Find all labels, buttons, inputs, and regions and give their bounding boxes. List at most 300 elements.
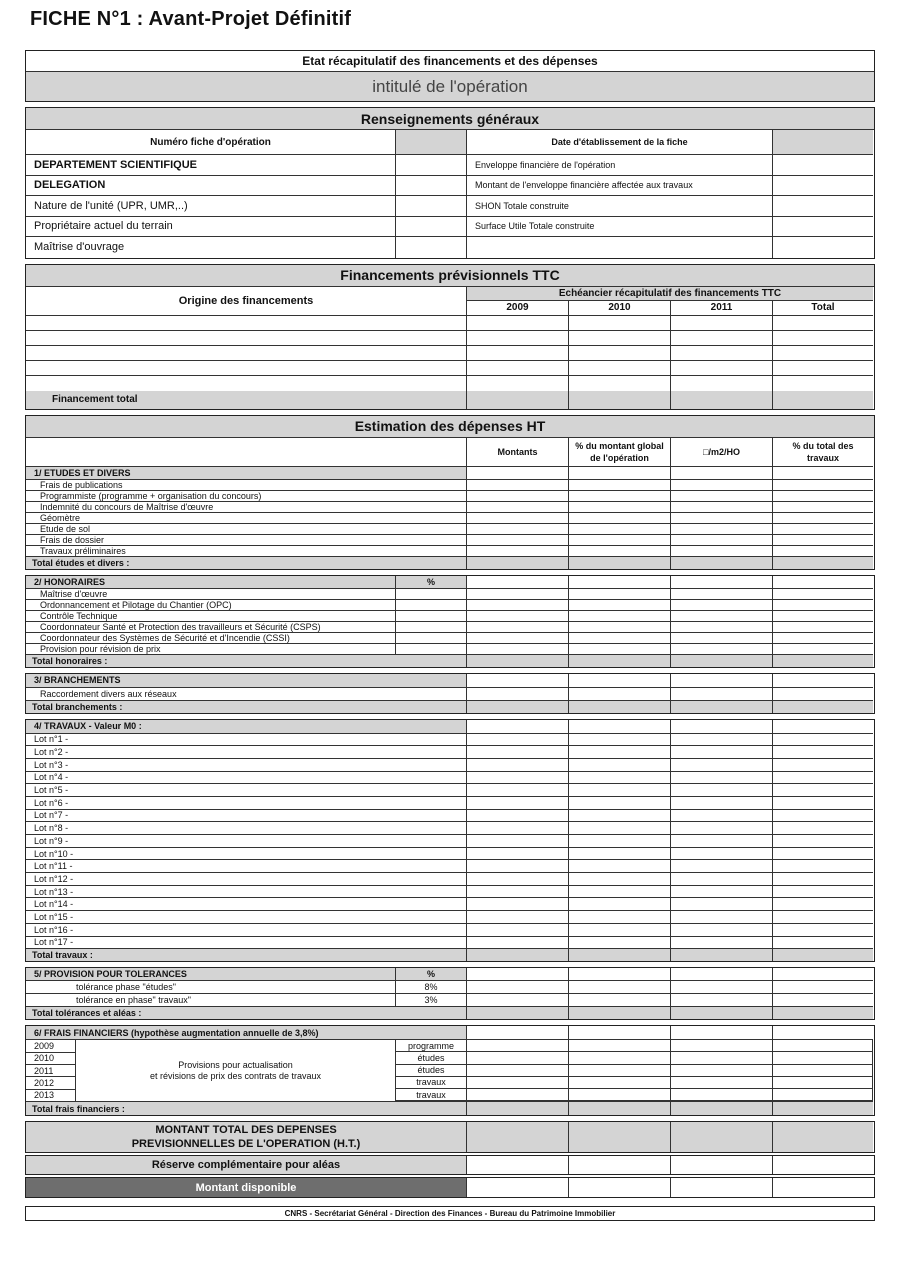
section-total-cell[interactable] bbox=[773, 1007, 873, 1019]
financing-amount-cell[interactable] bbox=[773, 346, 873, 361]
section-item-pct[interactable] bbox=[396, 633, 467, 644]
amount-cell[interactable] bbox=[569, 924, 671, 937]
section-total-cell[interactable] bbox=[569, 655, 671, 667]
section-total-cell[interactable] bbox=[467, 701, 569, 713]
amount-cell[interactable] bbox=[467, 810, 569, 823]
grand-total-cell[interactable] bbox=[671, 1122, 773, 1152]
financing-amount-cell[interactable] bbox=[467, 331, 569, 346]
amount-cell[interactable] bbox=[569, 937, 671, 950]
amount-cell[interactable] bbox=[773, 1026, 873, 1040]
section-total-cell[interactable] bbox=[773, 701, 873, 713]
amount-cell[interactable] bbox=[569, 589, 671, 600]
financing-amount-cell[interactable] bbox=[671, 361, 773, 376]
amount-cell[interactable] bbox=[569, 524, 671, 535]
amount-cell[interactable] bbox=[773, 491, 873, 502]
amount-cell[interactable] bbox=[671, 873, 773, 886]
amount-cell[interactable] bbox=[569, 720, 671, 734]
section-item: Lot n°2 - bbox=[26, 746, 467, 759]
amount-cell[interactable] bbox=[671, 1089, 772, 1101]
section-item: Raccordement divers aux réseaux bbox=[26, 688, 467, 701]
financing-total-cell[interactable] bbox=[467, 391, 569, 409]
amount-cell[interactable] bbox=[569, 611, 671, 622]
amount-cell[interactable] bbox=[569, 810, 671, 823]
general-right-field[interactable] bbox=[773, 155, 873, 176]
financing-origin-field[interactable] bbox=[26, 346, 467, 361]
general-right-label: Enveloppe financière de l'opération bbox=[467, 155, 773, 176]
amount-cell[interactable] bbox=[671, 1052, 772, 1064]
financing-amount-cell[interactable] bbox=[671, 331, 773, 346]
amount-cell[interactable] bbox=[467, 480, 569, 491]
section-total-cell[interactable] bbox=[467, 557, 569, 569]
amount-cell[interactable] bbox=[773, 1065, 872, 1077]
amount-cell[interactable] bbox=[671, 924, 773, 937]
amount-cell[interactable] bbox=[569, 491, 671, 502]
financing-amount-cell[interactable] bbox=[569, 376, 671, 391]
section-item: Etude de sol bbox=[26, 524, 467, 535]
amount-cell[interactable] bbox=[671, 784, 773, 797]
operation-title-field[interactable]: intitulé de l'opération bbox=[26, 72, 874, 101]
section-item-pct[interactable] bbox=[396, 611, 467, 622]
amount-cell[interactable] bbox=[467, 981, 569, 994]
amount-cell[interactable] bbox=[773, 1040, 872, 1052]
amount-cell[interactable] bbox=[569, 981, 671, 994]
section-total-cell[interactable] bbox=[467, 1007, 569, 1019]
amount-cell[interactable] bbox=[569, 968, 671, 981]
amount-cell[interactable] bbox=[671, 835, 773, 848]
amount-cell[interactable] bbox=[671, 644, 773, 655]
amount-cell[interactable] bbox=[773, 911, 873, 924]
disponible-block bbox=[25, 1177, 875, 1198]
amount-cell[interactable] bbox=[671, 480, 773, 491]
amount-cell[interactable] bbox=[467, 937, 569, 950]
amount-cell[interactable] bbox=[773, 688, 873, 701]
footer-text: CNRS - Secrétariat Général - Direction des Finances - Bureau du Patrimoine Immobilier bbox=[284, 1209, 616, 1219]
amount-cell[interactable] bbox=[467, 502, 569, 513]
grand-total-cell[interactable] bbox=[773, 1122, 873, 1152]
general-right-field[interactable] bbox=[773, 196, 873, 217]
amount-cell[interactable] bbox=[671, 546, 773, 557]
honoraires-block bbox=[25, 575, 875, 668]
section-total-cell[interactable] bbox=[467, 655, 569, 667]
general-right-field[interactable] bbox=[773, 176, 873, 197]
financing-total-cell[interactable] bbox=[773, 391, 873, 409]
amount-cell[interactable] bbox=[773, 576, 873, 589]
financing-amount-cell[interactable] bbox=[569, 346, 671, 361]
amount-cell[interactable] bbox=[569, 797, 671, 810]
general-right-label: SHON Totale construite bbox=[467, 196, 773, 217]
amount-cell[interactable] bbox=[671, 535, 773, 546]
amount-cell[interactable] bbox=[569, 633, 671, 644]
amount-cell[interactable] bbox=[773, 644, 873, 655]
amount-cell[interactable] bbox=[773, 981, 873, 994]
amount-cell[interactable] bbox=[671, 622, 773, 633]
section-total-cell[interactable] bbox=[671, 949, 773, 961]
amount-cell[interactable] bbox=[467, 734, 569, 747]
amount-cell[interactable] bbox=[671, 746, 773, 759]
financing-block bbox=[25, 264, 875, 410]
amount-cell[interactable] bbox=[569, 1052, 670, 1064]
general-right-field[interactable] bbox=[773, 217, 873, 238]
amount-cell[interactable] bbox=[773, 873, 873, 886]
reserve-cell[interactable] bbox=[671, 1156, 773, 1174]
amount-cell[interactable] bbox=[569, 688, 671, 701]
section-total-cell[interactable] bbox=[569, 1102, 671, 1115]
amount-cell[interactable] bbox=[569, 513, 671, 524]
amount-cell[interactable] bbox=[569, 1026, 671, 1040]
section-item: Lot n°11 - bbox=[26, 860, 467, 873]
frais-year: 2010 bbox=[26, 1053, 75, 1065]
amount-cell[interactable] bbox=[773, 1077, 872, 1089]
amount-cell[interactable] bbox=[569, 1077, 670, 1089]
amount-cell[interactable] bbox=[773, 524, 873, 535]
amount-cell[interactable] bbox=[773, 810, 873, 823]
amount-cell[interactable] bbox=[569, 746, 671, 759]
amount-cell[interactable] bbox=[671, 502, 773, 513]
section-total-cell[interactable] bbox=[569, 1007, 671, 1019]
amount-cell[interactable] bbox=[671, 860, 773, 873]
financing-amount-cell[interactable] bbox=[467, 346, 569, 361]
amount-cell[interactable] bbox=[467, 576, 569, 589]
section-item-pct[interactable]: 3% bbox=[396, 994, 467, 1007]
amount-cell[interactable] bbox=[467, 968, 569, 981]
amount-cell[interactable] bbox=[569, 1089, 670, 1101]
section-item: Indemnité du concours de Maîtrise d'œuvre bbox=[26, 502, 467, 513]
amount-cell[interactable] bbox=[671, 720, 773, 734]
amount-cell[interactable] bbox=[671, 513, 773, 524]
amount-cell[interactable] bbox=[569, 576, 671, 589]
amount-cell[interactable] bbox=[671, 759, 773, 772]
amount-cell[interactable] bbox=[671, 600, 773, 611]
amount-cell[interactable] bbox=[467, 746, 569, 759]
section-total-cell[interactable] bbox=[467, 1102, 569, 1115]
amount-cell[interactable] bbox=[569, 886, 671, 899]
amount-cell[interactable] bbox=[671, 911, 773, 924]
amount-cell[interactable] bbox=[773, 600, 873, 611]
amount-cell[interactable] bbox=[671, 491, 773, 502]
col-montants: Montants bbox=[467, 438, 569, 467]
frais-year: 2013 bbox=[26, 1090, 75, 1102]
financing-amount-cell[interactable] bbox=[773, 361, 873, 376]
amount-cell[interactable] bbox=[569, 644, 671, 655]
amount-cell[interactable] bbox=[773, 835, 873, 848]
section-item: Travaux préliminaires bbox=[26, 546, 467, 557]
amount-cell[interactable] bbox=[773, 797, 873, 810]
general-left-label: Propriétaire actuel du terrain bbox=[26, 217, 396, 238]
amount-cell[interactable] bbox=[569, 911, 671, 924]
amount-cell[interactable] bbox=[467, 674, 569, 688]
frais-financiers-block bbox=[25, 1025, 875, 1116]
amount-cell[interactable] bbox=[569, 1065, 670, 1077]
reserve-cell[interactable] bbox=[773, 1156, 873, 1174]
amount-cell[interactable] bbox=[569, 1040, 670, 1052]
amount-cell[interactable] bbox=[569, 860, 671, 873]
amount-cell[interactable] bbox=[671, 524, 773, 535]
amount-cell[interactable] bbox=[773, 937, 873, 950]
amount-cell[interactable] bbox=[773, 611, 873, 622]
financing-amount-cell[interactable] bbox=[569, 361, 671, 376]
section-total-cell[interactable] bbox=[773, 949, 873, 961]
amount-cell[interactable] bbox=[671, 797, 773, 810]
amount-cell[interactable] bbox=[467, 491, 569, 502]
amount-cell[interactable] bbox=[671, 576, 773, 589]
amount-cell[interactable] bbox=[467, 898, 569, 911]
amount-cell[interactable] bbox=[467, 467, 569, 480]
amount-cell[interactable] bbox=[671, 886, 773, 899]
amount-cell[interactable] bbox=[467, 784, 569, 797]
amount-cell[interactable] bbox=[467, 1077, 568, 1089]
financing-origin-field[interactable] bbox=[26, 331, 467, 346]
amount-cell[interactable] bbox=[671, 822, 773, 835]
amount-cell[interactable] bbox=[773, 886, 873, 899]
amount-cell[interactable] bbox=[569, 502, 671, 513]
section-total-cell[interactable] bbox=[773, 1102, 873, 1115]
amount-cell[interactable] bbox=[467, 1040, 568, 1052]
amount-cell[interactable] bbox=[569, 848, 671, 861]
amount-cell[interactable] bbox=[773, 898, 873, 911]
disponible-cell[interactable] bbox=[773, 1178, 873, 1197]
amount-cell[interactable] bbox=[671, 848, 773, 861]
section-item: Lot n°8 - bbox=[26, 822, 467, 835]
amount-cell[interactable] bbox=[467, 873, 569, 886]
amount-cell[interactable] bbox=[467, 720, 569, 734]
section-item-pct[interactable] bbox=[396, 589, 467, 600]
amount-cell[interactable] bbox=[467, 622, 569, 633]
amount-cell[interactable] bbox=[569, 467, 671, 480]
section-total: Total branchements : bbox=[26, 701, 467, 713]
section-total-cell[interactable] bbox=[467, 949, 569, 961]
general-left-field[interactable] bbox=[396, 155, 467, 176]
amount-cell[interactable] bbox=[773, 622, 873, 633]
amount-cell[interactable] bbox=[467, 524, 569, 535]
amount-cell[interactable] bbox=[569, 622, 671, 633]
amount-cell[interactable] bbox=[569, 994, 671, 1007]
section-head: 6/ FRAIS FINANCIERS (hypothèse augmentation annuelle de 3,8%) bbox=[26, 1026, 467, 1040]
amount-cell[interactable] bbox=[671, 937, 773, 950]
amount-cell[interactable] bbox=[773, 720, 873, 734]
amount-cell[interactable] bbox=[467, 589, 569, 600]
general-left-field[interactable] bbox=[396, 237, 467, 258]
grand-total-cell[interactable] bbox=[569, 1122, 671, 1152]
financing-amount-cell[interactable] bbox=[671, 346, 773, 361]
amount-cell[interactable] bbox=[467, 1052, 568, 1064]
section-item-pct[interactable] bbox=[396, 622, 467, 633]
financing-amount-cell[interactable] bbox=[569, 316, 671, 331]
disponible-cell[interactable] bbox=[671, 1178, 773, 1197]
amount-cell[interactable] bbox=[773, 535, 873, 546]
amount-cell[interactable] bbox=[467, 797, 569, 810]
financing-amount-cell[interactable] bbox=[671, 376, 773, 391]
amount-cell[interactable] bbox=[569, 546, 671, 557]
financing-origin-label: Origine des financements bbox=[26, 287, 467, 316]
reserve-cell[interactable] bbox=[467, 1156, 569, 1174]
section-item: Provision pour révision de prix bbox=[26, 644, 396, 655]
financing-amount-cell[interactable] bbox=[569, 331, 671, 346]
amount-cell[interactable] bbox=[671, 968, 773, 981]
amount-cell[interactable] bbox=[569, 835, 671, 848]
amount-cell[interactable] bbox=[467, 611, 569, 622]
section-total-cell[interactable] bbox=[569, 557, 671, 569]
amount-cell[interactable] bbox=[569, 600, 671, 611]
amount-cell[interactable] bbox=[773, 734, 873, 747]
section-item: Lot n°10 - bbox=[26, 848, 467, 861]
amount-cell[interactable] bbox=[467, 860, 569, 873]
financing-origin-field[interactable] bbox=[26, 376, 467, 391]
amount-cell[interactable] bbox=[569, 772, 671, 785]
amount-cell[interactable] bbox=[671, 688, 773, 701]
financing-total-cell[interactable] bbox=[671, 391, 773, 409]
section-item: Coordonnateur des Systèmes de Sécurité et d'Incendie (CSSI) bbox=[26, 633, 396, 644]
financing-amount-cell[interactable] bbox=[467, 361, 569, 376]
year-total: Total bbox=[773, 301, 873, 316]
amount-cell[interactable] bbox=[671, 810, 773, 823]
amount-cell[interactable] bbox=[671, 734, 773, 747]
general-left-field[interactable] bbox=[396, 217, 467, 238]
amount-cell[interactable] bbox=[569, 898, 671, 911]
disponible-cell[interactable] bbox=[569, 1178, 671, 1197]
amount-cell[interactable] bbox=[467, 994, 569, 1007]
amount-cell[interactable] bbox=[671, 589, 773, 600]
header-block bbox=[25, 50, 875, 102]
amount-cell[interactable] bbox=[467, 1065, 568, 1077]
section-total-cell[interactable] bbox=[671, 1007, 773, 1019]
amount-cell[interactable] bbox=[773, 546, 873, 557]
amount-cell[interactable] bbox=[569, 784, 671, 797]
general-left-field[interactable] bbox=[396, 176, 467, 197]
reserve-cell[interactable] bbox=[569, 1156, 671, 1174]
amount-cell[interactable] bbox=[671, 1026, 773, 1040]
financing-origin-field[interactable] bbox=[26, 316, 467, 331]
col-m2-ho: □/m2/HO bbox=[671, 438, 773, 467]
financing-amount-cell[interactable] bbox=[671, 316, 773, 331]
amount-cell[interactable] bbox=[467, 633, 569, 644]
amount-cell[interactable] bbox=[773, 633, 873, 644]
general-left-field[interactable] bbox=[396, 196, 467, 217]
grand-total-line2: PREVISIONNELLES DE L'OPERATION (H.T.) bbox=[131, 1138, 361, 1151]
amount-cell[interactable] bbox=[773, 968, 873, 981]
amount-cell[interactable] bbox=[773, 467, 873, 480]
amount-cell[interactable] bbox=[671, 772, 773, 785]
section-item: Lot n°1 - bbox=[26, 734, 467, 747]
amount-cell[interactable] bbox=[467, 513, 569, 524]
financing-amount-cell[interactable] bbox=[467, 376, 569, 391]
amount-cell[interactable] bbox=[467, 848, 569, 861]
amount-cell[interactable] bbox=[773, 822, 873, 835]
amount-cell[interactable] bbox=[773, 994, 873, 1007]
financing-schedule-label: Echéancier récapitulatif des financements TTC bbox=[467, 287, 873, 301]
amount-cell[interactable] bbox=[569, 822, 671, 835]
section-total-cell[interactable] bbox=[773, 557, 873, 569]
amount-cell[interactable] bbox=[467, 911, 569, 924]
financing-amount-cell[interactable] bbox=[773, 376, 873, 391]
date-field[interactable] bbox=[773, 130, 873, 155]
section-total-cell[interactable] bbox=[671, 557, 773, 569]
section-total-cell[interactable] bbox=[569, 949, 671, 961]
amount-cell[interactable] bbox=[773, 674, 873, 688]
section-item-pct[interactable]: 8% bbox=[396, 981, 467, 994]
amount-cell[interactable] bbox=[467, 759, 569, 772]
amount-cell[interactable] bbox=[773, 1052, 872, 1064]
financing-amount-cell[interactable] bbox=[467, 316, 569, 331]
general-right-field[interactable] bbox=[773, 237, 873, 258]
amount-cell[interactable] bbox=[467, 822, 569, 835]
amount-cell[interactable] bbox=[467, 886, 569, 899]
amount-cell[interactable] bbox=[773, 589, 873, 600]
amount-cell[interactable] bbox=[773, 759, 873, 772]
amount-cell[interactable] bbox=[467, 772, 569, 785]
section-item: tolérance phase "études" bbox=[26, 981, 396, 994]
section-total-cell[interactable] bbox=[569, 701, 671, 713]
amount-cell[interactable] bbox=[671, 1065, 772, 1077]
amount-cell[interactable] bbox=[569, 873, 671, 886]
amount-cell[interactable] bbox=[569, 674, 671, 688]
amount-cell[interactable] bbox=[671, 1077, 772, 1089]
financing-amount-cell[interactable] bbox=[773, 316, 873, 331]
amount-cell[interactable] bbox=[569, 759, 671, 772]
amount-cell[interactable] bbox=[467, 546, 569, 557]
amount-cell[interactable] bbox=[671, 674, 773, 688]
amount-cell[interactable] bbox=[467, 1026, 569, 1040]
amount-cell[interactable] bbox=[671, 981, 773, 994]
amount-cell[interactable] bbox=[569, 734, 671, 747]
section-total-cell[interactable] bbox=[671, 701, 773, 713]
amount-cell[interactable] bbox=[671, 467, 773, 480]
section-pct-head: % bbox=[396, 576, 467, 589]
frais-year: 2012 bbox=[26, 1077, 75, 1089]
frais-year: 2011 bbox=[26, 1065, 75, 1077]
section-item: Lot n°14 - bbox=[26, 898, 467, 911]
section-total-cell[interactable] bbox=[671, 655, 773, 667]
amount-cell[interactable] bbox=[467, 835, 569, 848]
amount-cell[interactable] bbox=[569, 480, 671, 491]
amount-cell[interactable] bbox=[671, 633, 773, 644]
financing-origin-field[interactable] bbox=[26, 361, 467, 376]
col-pct-travaux: % du total des travaux bbox=[773, 438, 873, 467]
amount-cell[interactable] bbox=[773, 746, 873, 759]
amount-cell[interactable] bbox=[467, 688, 569, 701]
amount-cell[interactable] bbox=[773, 772, 873, 785]
amount-cell[interactable] bbox=[671, 898, 773, 911]
disponible-cell[interactable] bbox=[467, 1178, 569, 1197]
amount-cell[interactable] bbox=[467, 644, 569, 655]
amount-cell[interactable] bbox=[773, 480, 873, 491]
amount-cell[interactable] bbox=[671, 611, 773, 622]
amount-cell[interactable] bbox=[467, 600, 569, 611]
amount-cell[interactable] bbox=[773, 848, 873, 861]
amount-cell[interactable] bbox=[773, 1089, 872, 1101]
amount-cell[interactable] bbox=[671, 994, 773, 1007]
section-item-pct[interactable] bbox=[396, 600, 467, 611]
section-total-cell[interactable] bbox=[773, 655, 873, 667]
section-item: Lot n°17 - bbox=[26, 937, 467, 950]
financing-total-cell[interactable] bbox=[569, 391, 671, 409]
amount-cell[interactable] bbox=[671, 1040, 772, 1052]
amount-cell[interactable] bbox=[467, 1089, 568, 1101]
section-total-cell[interactable] bbox=[671, 1102, 773, 1115]
amount-cell[interactable] bbox=[467, 924, 569, 937]
section-item-pct[interactable] bbox=[396, 644, 467, 655]
amount-cell[interactable] bbox=[773, 502, 873, 513]
amount-cell[interactable] bbox=[773, 924, 873, 937]
amount-cell[interactable] bbox=[569, 535, 671, 546]
amount-cell[interactable] bbox=[773, 860, 873, 873]
year-2010: 2010 bbox=[569, 301, 671, 316]
grand-total-cell[interactable] bbox=[467, 1122, 569, 1152]
amount-cell[interactable] bbox=[467, 535, 569, 546]
op-number-field[interactable] bbox=[396, 130, 467, 155]
amount-cell[interactable] bbox=[773, 513, 873, 524]
financing-amount-cell[interactable] bbox=[773, 331, 873, 346]
amount-cell[interactable] bbox=[773, 784, 873, 797]
